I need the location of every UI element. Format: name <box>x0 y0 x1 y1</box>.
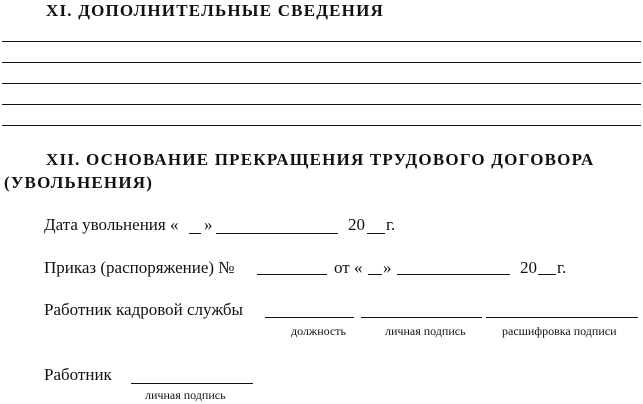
dismissal-date-label: Дата увольнения « <box>44 215 179 234</box>
dismissal-day-field[interactable] <box>189 233 201 234</box>
dismissal-date-quote-close: » <box>204 215 213 234</box>
order-quote-close: » <box>383 258 392 277</box>
order-year-suffix: г. <box>557 258 567 277</box>
hr-caption-transcript: расшифровка подписи <box>502 324 617 338</box>
hr-position-field[interactable] <box>265 317 354 318</box>
employee-label: Работник <box>44 365 112 384</box>
blank-line-2[interactable] <box>2 62 641 63</box>
blank-line-3[interactable] <box>2 83 641 84</box>
hr-signature-field[interactable] <box>361 317 482 318</box>
employee-caption-signature: личная подпись <box>145 388 226 402</box>
hr-caption-signature: личная подпись <box>385 324 466 338</box>
dismissal-year-prefix: 20 <box>348 215 365 234</box>
order-year-prefix: 20 <box>520 258 537 277</box>
blank-line-1[interactable] <box>2 41 641 42</box>
order-year-field[interactable] <box>538 274 556 275</box>
employee-signature-field[interactable] <box>131 383 253 384</box>
order-label: Приказ (распоряжение) № <box>44 258 235 277</box>
dismissal-year-field[interactable] <box>367 233 385 234</box>
blank-line-4[interactable] <box>2 104 641 105</box>
section-xi-title: XI. ДОПОЛНИТЕЛЬНЫЕ СВЕДЕНИЯ <box>46 1 385 20</box>
blank-line-5[interactable] <box>2 125 641 126</box>
dismissal-year-suffix: г. <box>386 215 396 234</box>
order-number-field[interactable] <box>257 274 327 275</box>
section-xii-title-line-2: (УВОЛЬНЕНИЯ) <box>4 173 154 192</box>
order-month-field[interactable] <box>397 274 510 275</box>
dismissal-month-field[interactable] <box>216 233 338 234</box>
order-from-label: от « <box>334 258 363 277</box>
hr-transcript-field[interactable] <box>486 317 638 318</box>
order-day-field[interactable] <box>368 274 382 275</box>
hr-caption-position: должность <box>291 324 346 338</box>
hr-worker-label: Работник кадровой службы <box>44 300 243 319</box>
section-xii-title-line-1: XII. ОСНОВАНИЕ ПРЕКРАЩЕНИЯ ТРУДОВОГО ДОГОВОРА <box>46 150 595 169</box>
